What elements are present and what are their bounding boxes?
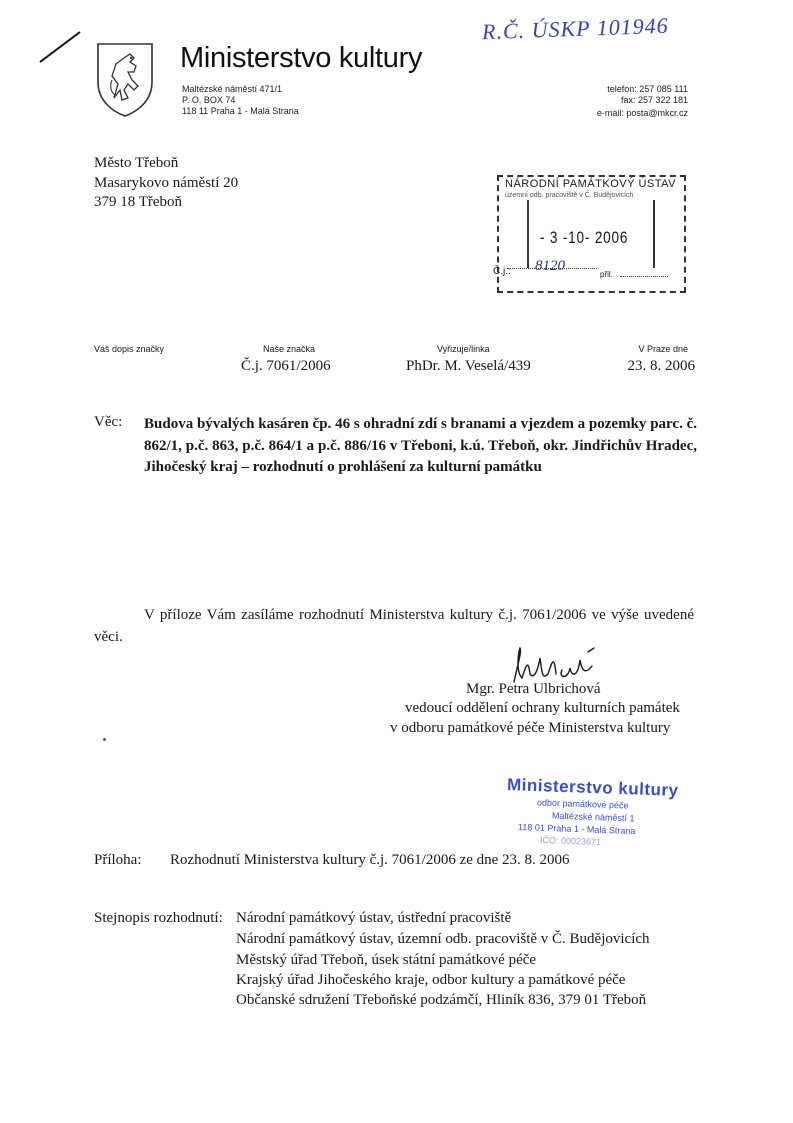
copy-recipient: Občanské sdružení Třeboňské podzámčí, Hliník 836, 379 01 Třeboň <box>236 992 647 1008</box>
copy-recipient: Městský úřad Třeboň, úsek státní památkové péče <box>236 952 537 968</box>
body-paragraph: V příloze Vám zasíláme rozhodnutí Ministerstva kultury č.j. 7061/2006 ve výše uvedené věci. <box>94 607 694 645</box>
recipient-line: 379 18 Třeboň <box>94 194 183 210</box>
copies-label: Stejnopis rozhodnutí: <box>94 910 223 926</box>
letter-date: 23. 8. 2006 <box>627 358 695 374</box>
received-stamp-subtitle: územní odb. pracoviště v Č. Budějovicích <box>505 192 634 199</box>
attachment-label: Příloha: <box>94 852 142 868</box>
recipient-line: Město Třeboň <box>94 155 179 171</box>
dotted-line <box>620 276 668 277</box>
handled-by-label: Vyřizuje/linka <box>437 344 490 354</box>
handwritten-registry-number: R.Č. ÚSKP 101946 <box>481 12 670 45</box>
handwritten-signature <box>508 644 600 686</box>
copy-recipient: Národní památkový ústav, ústřední pracoviště <box>236 910 512 926</box>
scan-speck <box>103 738 106 741</box>
email-address: e-mail: posta@mkcr.cz <box>596 108 688 118</box>
office-stamp-line: Maltézské náměstí 1 <box>551 810 635 824</box>
received-stamp-attachments-label: přil. <box>600 270 613 279</box>
signatory-name: Mgr. Petra Ulbrichová <box>466 681 601 697</box>
signatory-role: vedoucí oddělení ochrany kulturních památek <box>405 700 680 716</box>
subject-text: Budova bývalých kasáren čp. 46 s ohradní zdí s branami a vjezdem a pozemky parc. č. 862/1, p.č. 863, p.č. 864/1 a p.č. 886/16 v Třeboni, k.ú. Třeboň, okr. Jindřichův Hradec, Jihočeský kraj – rozhodnutí o prohlášení za kulturní památku <box>144 416 697 475</box>
office-stamp-line: IČO: 00023671 <box>539 834 602 848</box>
received-stamp-number: 8120 <box>535 258 565 274</box>
our-ref-label: Naše značka <box>263 344 316 354</box>
office-stamp-line: odbor památkové péče <box>536 797 629 811</box>
office-stamp-line: 118 01 Praha 1 - Malá Strana <box>517 821 636 837</box>
subject-label: Věc: <box>94 414 123 430</box>
attachment-text: Rozhodnutí Ministerstva kultury č.j. 7061/2006 ze dne 23. 8. 2006 <box>170 852 570 868</box>
signatory-role: v odboru památkové péče Ministerstva kultury <box>390 720 671 736</box>
office-stamp-title: Ministerstvo kultury <box>506 775 679 800</box>
received-stamp-cj-label: Č.j.: <box>493 266 511 277</box>
handled-by-value: PhDr. M. Veselá/439 <box>406 358 531 374</box>
phone-number: telefon: 257 085 111 <box>607 84 688 94</box>
address-line: P. O. BOX 74 <box>182 95 236 105</box>
address-line: Maltézské náměstí 471/1 <box>182 84 283 94</box>
received-stamp-title: NÁRODNÍ PAMÁTKOVÝ ÚSTAV <box>505 178 677 190</box>
czech-lion-crest-icon <box>94 40 156 118</box>
address-line: 118 11 Praha 1 - Malá Strana <box>182 106 299 116</box>
fax-number: fax: 257 322 181 <box>620 95 688 105</box>
received-stamp-date: - 3 -10- 2006 <box>540 228 629 247</box>
your-ref-label: Váš dopis značky <box>94 344 165 354</box>
place-date-label: V Praze dne <box>638 344 688 354</box>
ministry-name: Ministerstvo kultury <box>180 42 423 74</box>
our-ref-value: Č.j. 7061/2006 <box>241 358 331 374</box>
copy-recipient: Národní památkový ústav, územní odb. pracoviště v Č. Budějovicích <box>236 931 650 947</box>
margin-pen-mark <box>38 30 82 64</box>
recipient-line: Masarykovo náměstí 20 <box>94 175 239 191</box>
copy-recipient: Krajský úřad Jihočeského kraje, odbor kultury a památkové péče <box>236 972 626 988</box>
